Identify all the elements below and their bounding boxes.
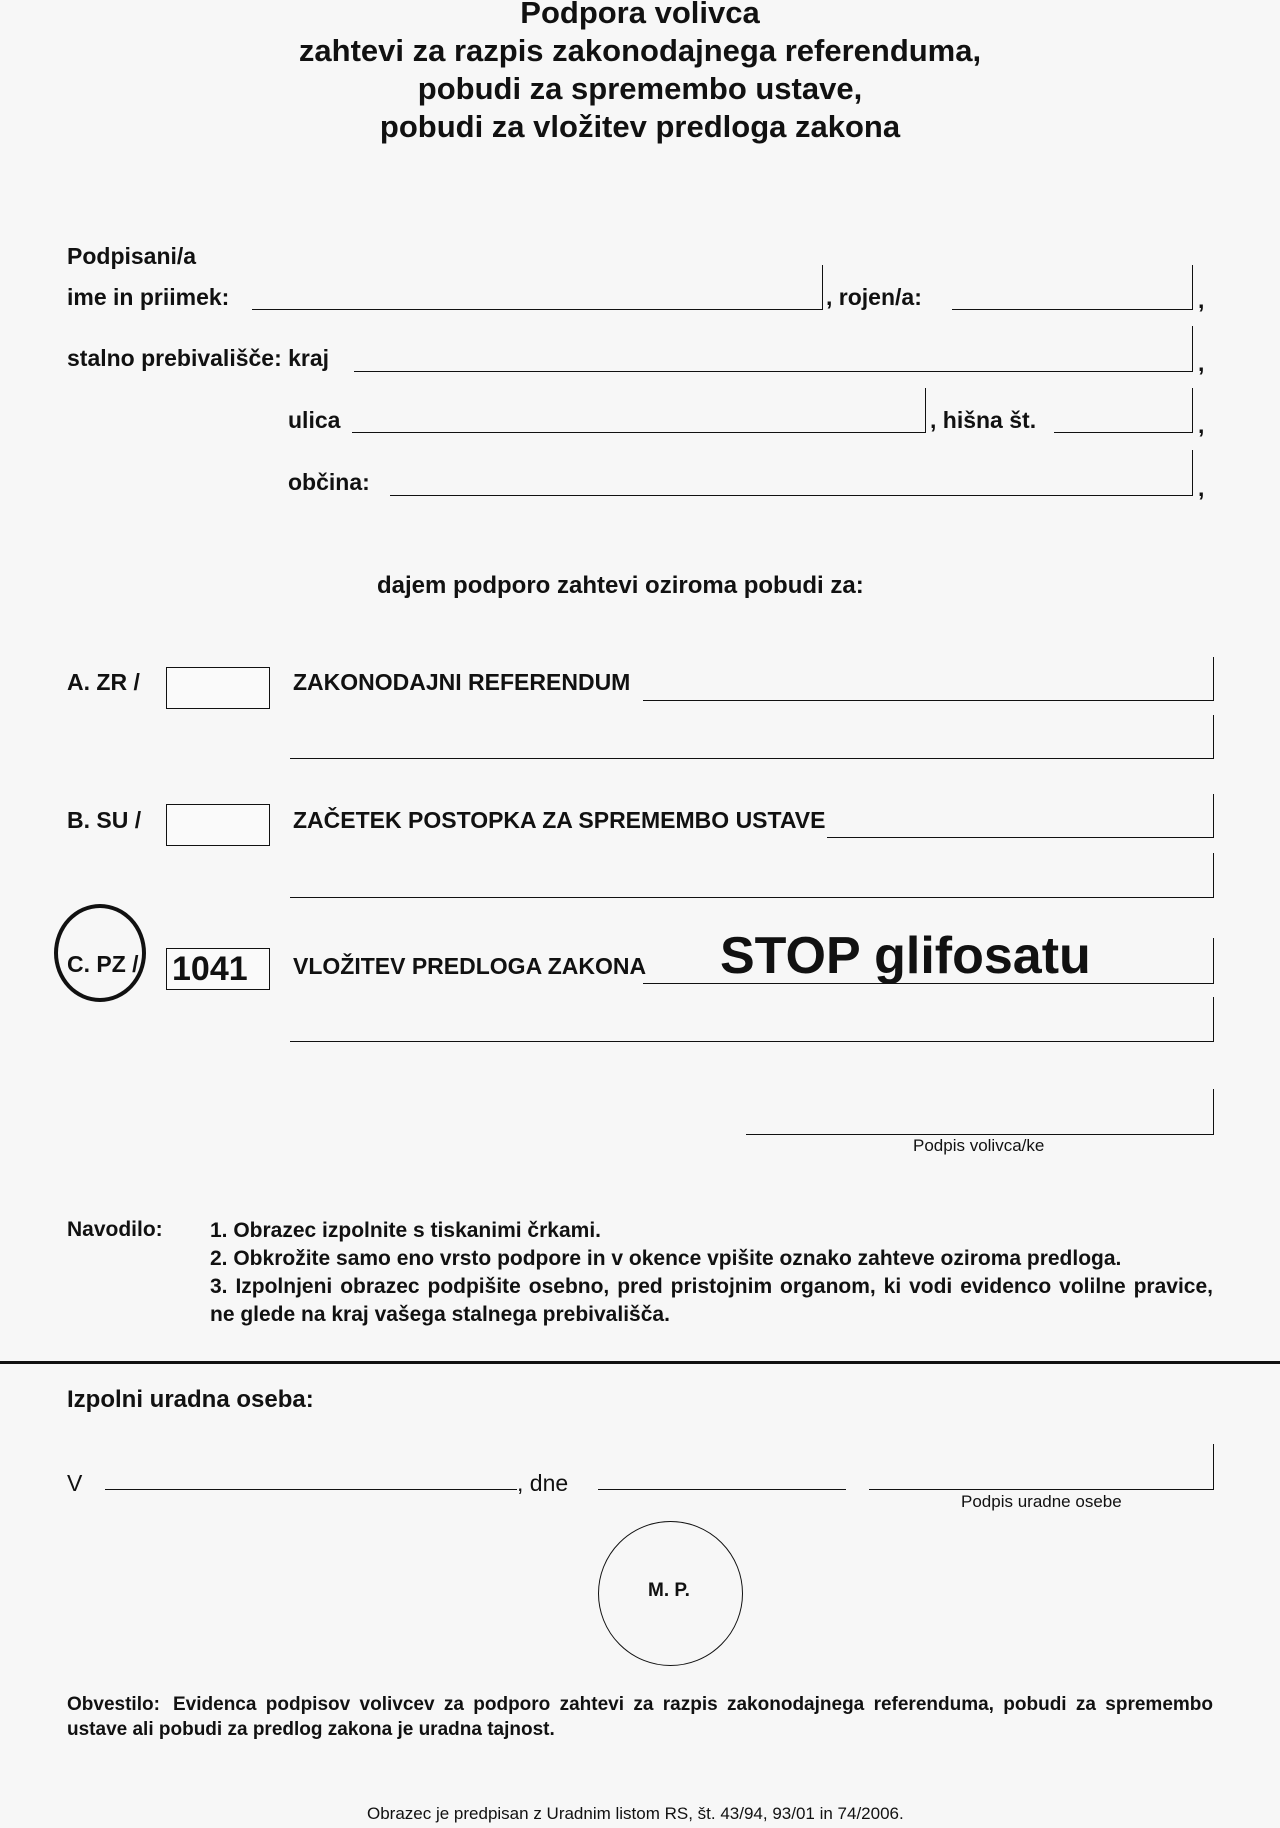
born-label: , rojen/a:	[826, 284, 922, 310]
instruction-3: 3. Izpolnjeni obrazec podpišite osebno, pred pristojnim organom, ki vodi evidenco volilne pravice, ne glede na kraj vašega stalnega prebivališča.	[210, 1275, 1213, 1326]
option-a-field-2-tick	[1213, 715, 1214, 759]
name-label: ime in priimek:	[67, 284, 230, 310]
voter-signature-field[interactable]	[746, 1134, 1213, 1135]
option-a-field-1-tick	[1213, 657, 1214, 701]
option-c-field-1-tick	[1213, 938, 1214, 984]
option-b-code-box[interactable]	[166, 804, 270, 846]
option-a-code-box[interactable]	[166, 667, 270, 709]
option-b-field-2[interactable]	[290, 897, 1213, 898]
date-field[interactable]	[598, 1489, 846, 1490]
instruction-2: 2. Obkrožite samo eno vrsto podpore in v okence vpišite oznako zahteve oziroma predloga.	[210, 1247, 1122, 1270]
house-no-label: , hišna št.	[930, 407, 1037, 433]
option-b-text: ZAČETEK POSTOPKA ZA SPREMEMBO USTAVE	[293, 807, 826, 833]
option-c-text: VLOŽITEV PREDLOGA ZAKONA	[293, 953, 647, 979]
option-a-label: A. ZR /	[67, 669, 140, 695]
instruction-1: 1. Obrazec izpolnite s tiskanimi črkami.	[210, 1219, 601, 1242]
instructions-list	[210, 1217, 1213, 1329]
voter-signature-label: Podpis volivca/ke	[913, 1136, 1045, 1155]
title-line-1: Podpora volivca	[520, 0, 760, 30]
house-no-comma: ,	[1198, 412, 1205, 438]
street-label: ulica	[288, 407, 341, 433]
option-b-label: B. SU /	[67, 807, 142, 833]
signed-label: Podpisani/a	[67, 243, 197, 269]
place-field[interactable]	[105, 1489, 517, 1490]
born-field-tick	[1192, 265, 1193, 310]
house-no-field-tick	[1192, 388, 1193, 433]
residence-field[interactable]	[354, 371, 1192, 372]
voter-signature-field-tick	[1213, 1089, 1214, 1135]
street-field-tick	[925, 388, 926, 433]
official-signature-label: Podpis uradne osebe	[961, 1492, 1122, 1511]
option-c-code-box[interactable]	[166, 948, 270, 990]
footer-legal-reference: Obrazec je predpisan z Uradnim listom RS, št. 43/94, 93/01 in 74/2006.	[367, 1804, 904, 1823]
born-field[interactable]	[952, 309, 1192, 310]
municipality-field[interactable]	[390, 495, 1192, 496]
name-field[interactable]	[252, 309, 822, 310]
option-b-field-1[interactable]	[827, 837, 1213, 838]
section-divider	[0, 1361, 1280, 1364]
option-a-field-2[interactable]	[290, 758, 1213, 759]
notice-label: Obvestilo:	[67, 1694, 160, 1715]
option-a-field-1[interactable]	[643, 700, 1213, 701]
option-b-field-2-tick	[1213, 853, 1214, 898]
municipality-field-tick	[1192, 450, 1193, 496]
option-c-code: 1041	[172, 950, 248, 988]
option-c-field-2[interactable]	[290, 1041, 1213, 1042]
option-c-fill: STOP glifosatu	[720, 927, 1091, 985]
stamp-label: M. P.	[648, 1580, 690, 1601]
option-c-field-2-tick	[1213, 997, 1214, 1042]
place-label: V	[67, 1470, 83, 1496]
official-heading: Izpolni uradna oseba:	[67, 1386, 314, 1413]
title-line-3: pobudi za spremembo ustave,	[417, 71, 863, 106]
instructions-label: Navodilo:	[67, 1218, 163, 1241]
title-line-4: pobudi za vložitev predloga zakona	[379, 109, 901, 144]
official-signature-field[interactable]	[869, 1489, 1213, 1490]
notice-text: Evidenca podpisov volivcev za podporo zahtevi za razpis zakonodajnega referenduma, pobudi za spremembo ustave ali pobudi za predlog zakona je uradna tajnost.	[67, 1694, 1213, 1740]
title-line-2: zahtevi za razpis zakonodajnega referenduma,	[298, 33, 982, 68]
option-a-text: ZAKONODAJNI REFERENDUM	[293, 669, 631, 695]
born-comma: ,	[1198, 287, 1205, 313]
residence-field-tick	[1192, 326, 1193, 372]
residence-comma: ,	[1198, 350, 1205, 376]
name-field-tick	[822, 265, 823, 310]
option-b-field-1-tick	[1213, 794, 1214, 838]
street-field[interactable]	[352, 432, 925, 433]
date-label: , dne	[517, 1470, 569, 1496]
option-c-label: C. PZ /	[67, 951, 139, 977]
official-signature-field-tick	[1213, 1444, 1214, 1490]
support-heading: dajem podporo zahtevi oziroma pobudi za:	[377, 572, 864, 599]
form-title	[0, 0, 1280, 146]
municipality-label: občina:	[288, 469, 370, 495]
municipality-comma: ,	[1198, 475, 1205, 501]
house-no-field[interactable]	[1054, 432, 1192, 433]
residence-label: stalno prebivališče: kraj	[67, 345, 330, 371]
